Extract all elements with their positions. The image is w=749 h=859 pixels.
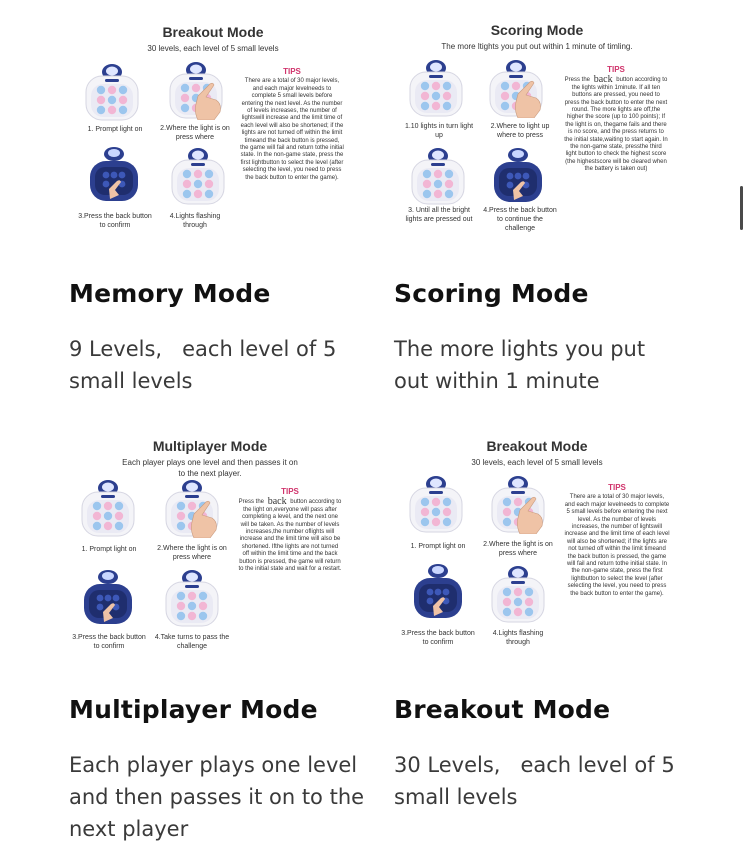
tips-box: [564, 484, 670, 646]
mode-heading-scoring: Scoring Mode: [394, 279, 589, 308]
device-navy-illustration: [406, 562, 470, 622]
mode-description-scoring: The more lights you put out within 1 minute: [394, 337, 646, 393]
panel-subtitle: 30 levels, each level of 5 small levels: [471, 458, 603, 467]
step-caption-1: 1.10 lights in turn light up: [404, 123, 474, 139]
memory-mode-image: [78, 18, 348, 236]
mode-description-breakout: 30 Levels, each level of 5 small levels: [394, 753, 675, 809]
step-caption-4: 4.Press the back button to continue the challenge: [483, 207, 557, 232]
panel-subtitle: 30 levels, each level of 5 small levels: [147, 44, 279, 53]
tips-title: TIPS: [281, 488, 299, 496]
device-illustration: [406, 146, 470, 206]
tips-text-after: button according to the lights within 1minute. If all ten buttons are pressed, you need to press the back button to enter the next round. The more lights are off,the higher the score (up to 100 points); If the light is on, thegame fails and there is no score, and the press returns to the initial state,waiting to start again. In the non-game state, pressthe third light button to check the highest score (the highestscore will be cleared when the battery is taken out): [564, 77, 668, 173]
scoring-mode-image: [402, 18, 672, 236]
step-caption-1: 1. Prompt light on: [81, 546, 137, 553]
device-navy-illustration: [82, 145, 146, 205]
step-caption-1: 1. Prompt light on: [410, 543, 466, 550]
tips-box: [240, 68, 344, 228]
panel-title: Breakout Mode: [162, 24, 264, 40]
device-illustration: [404, 474, 468, 534]
tips-text-before: Press the: [238, 499, 265, 506]
step-caption-3: 3.Press the back button to confirm: [78, 213, 152, 229]
step-caption-1: 1. Prompt light on: [87, 126, 143, 133]
device-illustration: [404, 58, 468, 118]
tips-box: [238, 488, 342, 638]
tips-title: TIPS: [607, 66, 625, 74]
device-illustration: [160, 568, 224, 628]
tips-text-after: button according to the light on,everyone will pass after completing a level, and the next one will be taken. As the number of levels increases,the number oflights will increase and the limit time will also be shortened. Ifthe lights are not turned off within the limit time and the back button is pressed, the game will return to the initial state and wait for a restart.: [238, 499, 342, 573]
multiplayer-mode-image: [72, 434, 348, 660]
mode-heading-memory: Memory Mode: [69, 279, 271, 308]
mode-description-multiplayer: Each player plays one level and then passes it on to the next player: [69, 753, 365, 841]
step-caption-4: 4.Lights flashing through: [169, 213, 221, 229]
mode-heading-breakout: Breakout Mode: [394, 695, 611, 724]
step-caption-2: 2.Where to light up where to press: [490, 123, 550, 139]
device-hand-illustration: [484, 58, 548, 118]
step-caption-3: 3. Until all the bright lights are pressed out: [405, 207, 473, 223]
mode-description-memory: 9 Levels, each level of 5 small levels: [69, 337, 337, 393]
mode-heading-multiplayer: Multiplayer Mode: [69, 695, 318, 724]
tips-back-word: back: [593, 74, 613, 86]
tips-text: There are a total of 30 major levels, and each major levelneeds to complete 5 small levels before entering the next level. As the number of levels increases, the number of lightswill increase and the limit time of each level will also be shortened; if the lights are not turned off within the limit timeand the back button is pressed, the game will fail and return tothe initial state. In the non-game state, press the first lightbutton to select the level (after selecting the level, you need to press the back button to enter the game).: [564, 494, 670, 597]
device-illustration: [486, 564, 550, 624]
device-navy-illustration: [486, 146, 550, 206]
device-hand-illustration: [164, 60, 228, 120]
tips-title: TIPS: [283, 68, 301, 76]
panel-title: Scoring Mode: [490, 22, 584, 38]
tips-text-before: Press the: [564, 77, 591, 84]
device-hand-illustration: [486, 474, 550, 534]
device-illustration: [80, 62, 144, 122]
tips-title: TIPS: [608, 484, 626, 492]
step-caption-4: 4.Take turns to pass the challenge: [154, 634, 230, 650]
panel-title: Multiplayer Mode: [152, 438, 268, 454]
tips-back-word: back: [267, 496, 287, 508]
step-caption-3: 3.Press the back button to confirm: [401, 630, 475, 646]
device-illustration: [76, 478, 140, 538]
step-caption-2: 2.Where the light is on press where: [160, 125, 230, 141]
device-illustration: [166, 146, 230, 206]
panel-subtitle: Each player plays one level and then passes it on to the next player.: [122, 458, 298, 478]
device-navy-illustration: [76, 568, 140, 628]
step-caption-2: 2.Where the light is on press where: [483, 541, 553, 557]
device-hand-illustration: [160, 478, 224, 538]
step-caption-3: 3.Press the back button to confirm: [72, 634, 146, 650]
step-caption-4: 4.Lights flashing through: [492, 630, 544, 646]
breakout-mode-image: [400, 434, 674, 656]
panel-subtitle: The more ltights you put out within 1 minute of timling.: [441, 42, 633, 51]
tips-text: There are a total of 30 major levels, and each major levelneeds to complete 5 small levels before entering the next level. As the number of levels increases, the number of lightswill increase and the limit time of each level will also be shortened; if the lights are not turned off within the limit timeand the back button is pressed, the game will fail and return tothe initial state. In the non-game state, press the first lightbutton to select the level (after selecting the level, you need to press the back button to enter the game).: [240, 78, 344, 181]
tips-box: [564, 66, 668, 228]
panel-title: Breakout Mode: [486, 438, 588, 454]
scrollbar-thumb[interactable]: [740, 186, 743, 230]
step-caption-2: 2.Where the light is on press where: [157, 545, 227, 561]
